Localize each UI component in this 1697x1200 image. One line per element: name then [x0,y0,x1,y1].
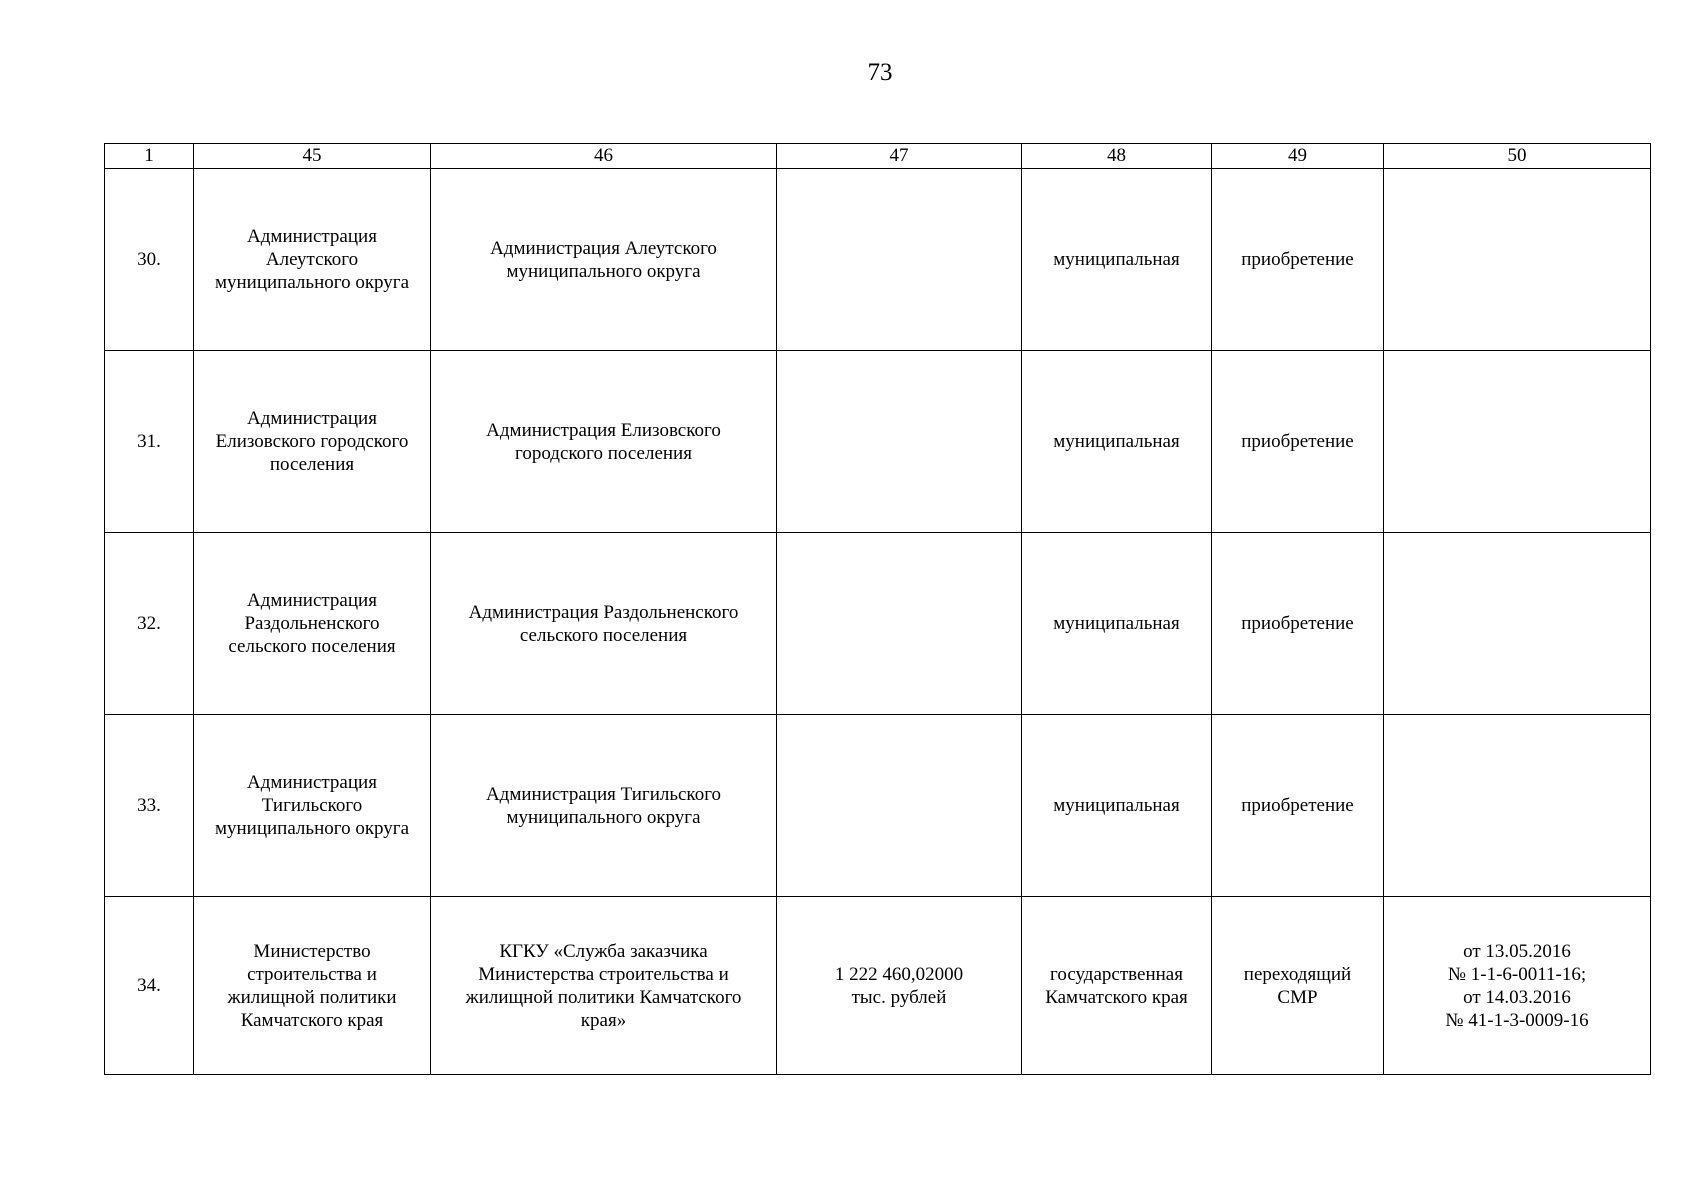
row-number-cell: 33. [105,715,194,897]
cell-col49: приобретение [1212,169,1384,351]
data-table [104,143,1651,1075]
header-cell-col48: 48 [1022,144,1212,169]
table-row [105,169,1651,351]
cell-col45: Администрация Елизовского городского поселения [194,351,431,533]
row-number-cell: 34. [105,897,194,1075]
header-cell-col1: 1 [105,144,194,169]
cell-col45: Администрация Тигильского муниципального округа [194,715,431,897]
header-cell-col50: 50 [1384,144,1651,169]
cell-col45: Министерство строительства и жилищной политики Камчатского края [194,897,431,1075]
cell-col47 [777,715,1022,897]
cell-col47: 1 222 460,02000 тыс. рублей [777,897,1022,1075]
cell-col50 [1384,169,1651,351]
table-row [105,533,1651,715]
cell-col46: Администрация Раздольненского сельского поселения [431,533,777,715]
table-row [105,351,1651,533]
cell-col46: Администрация Тигильского муниципального округа [431,715,777,897]
table-row [105,715,1651,897]
row-number-cell: 32. [105,533,194,715]
cell-col48: муниципальная [1022,533,1212,715]
cell-col50 [1384,351,1651,533]
cell-col49: переходящий СМР [1212,897,1384,1075]
cell-col48: муниципальная [1022,351,1212,533]
cell-col49: приобретение [1212,715,1384,897]
cell-col47 [777,169,1022,351]
cell-col50 [1384,715,1651,897]
cell-col50: от 13.05.2016 № 1-1-6-0011-16; от 14.03.2016 № 41-1-3-0009-16 [1384,897,1651,1075]
cell-col46: Администрация Елизовского городского поселения [431,351,777,533]
header-cell-col46: 46 [431,144,777,169]
cell-col47 [777,533,1022,715]
cell-col49: приобретение [1212,351,1384,533]
page-number: 73 [867,59,893,86]
table-header-row [105,144,1651,169]
cell-col50 [1384,533,1651,715]
table-row [105,897,1651,1075]
header-cell-col49: 49 [1212,144,1384,169]
row-number-cell: 31. [105,351,194,533]
cell-col45: Администрация Алеутского муниципального округа [194,169,431,351]
header-cell-col45: 45 [194,144,431,169]
cell-col48: муниципальная [1022,169,1212,351]
cell-col47 [777,351,1022,533]
cell-col49: приобретение [1212,533,1384,715]
cell-col48: муниципальная [1022,715,1212,897]
cell-col46: КГКУ «Служба заказчика Министерства строительства и жилищной политики Камчатского края» [431,897,777,1075]
cell-col46: Администрация Алеутского муниципального округа [431,169,777,351]
cell-col48: государственная Камчатского края [1022,897,1212,1075]
row-number-cell: 30. [105,169,194,351]
header-cell-col47: 47 [777,144,1022,169]
cell-col45: Администрация Раздольненского сельского поселения [194,533,431,715]
